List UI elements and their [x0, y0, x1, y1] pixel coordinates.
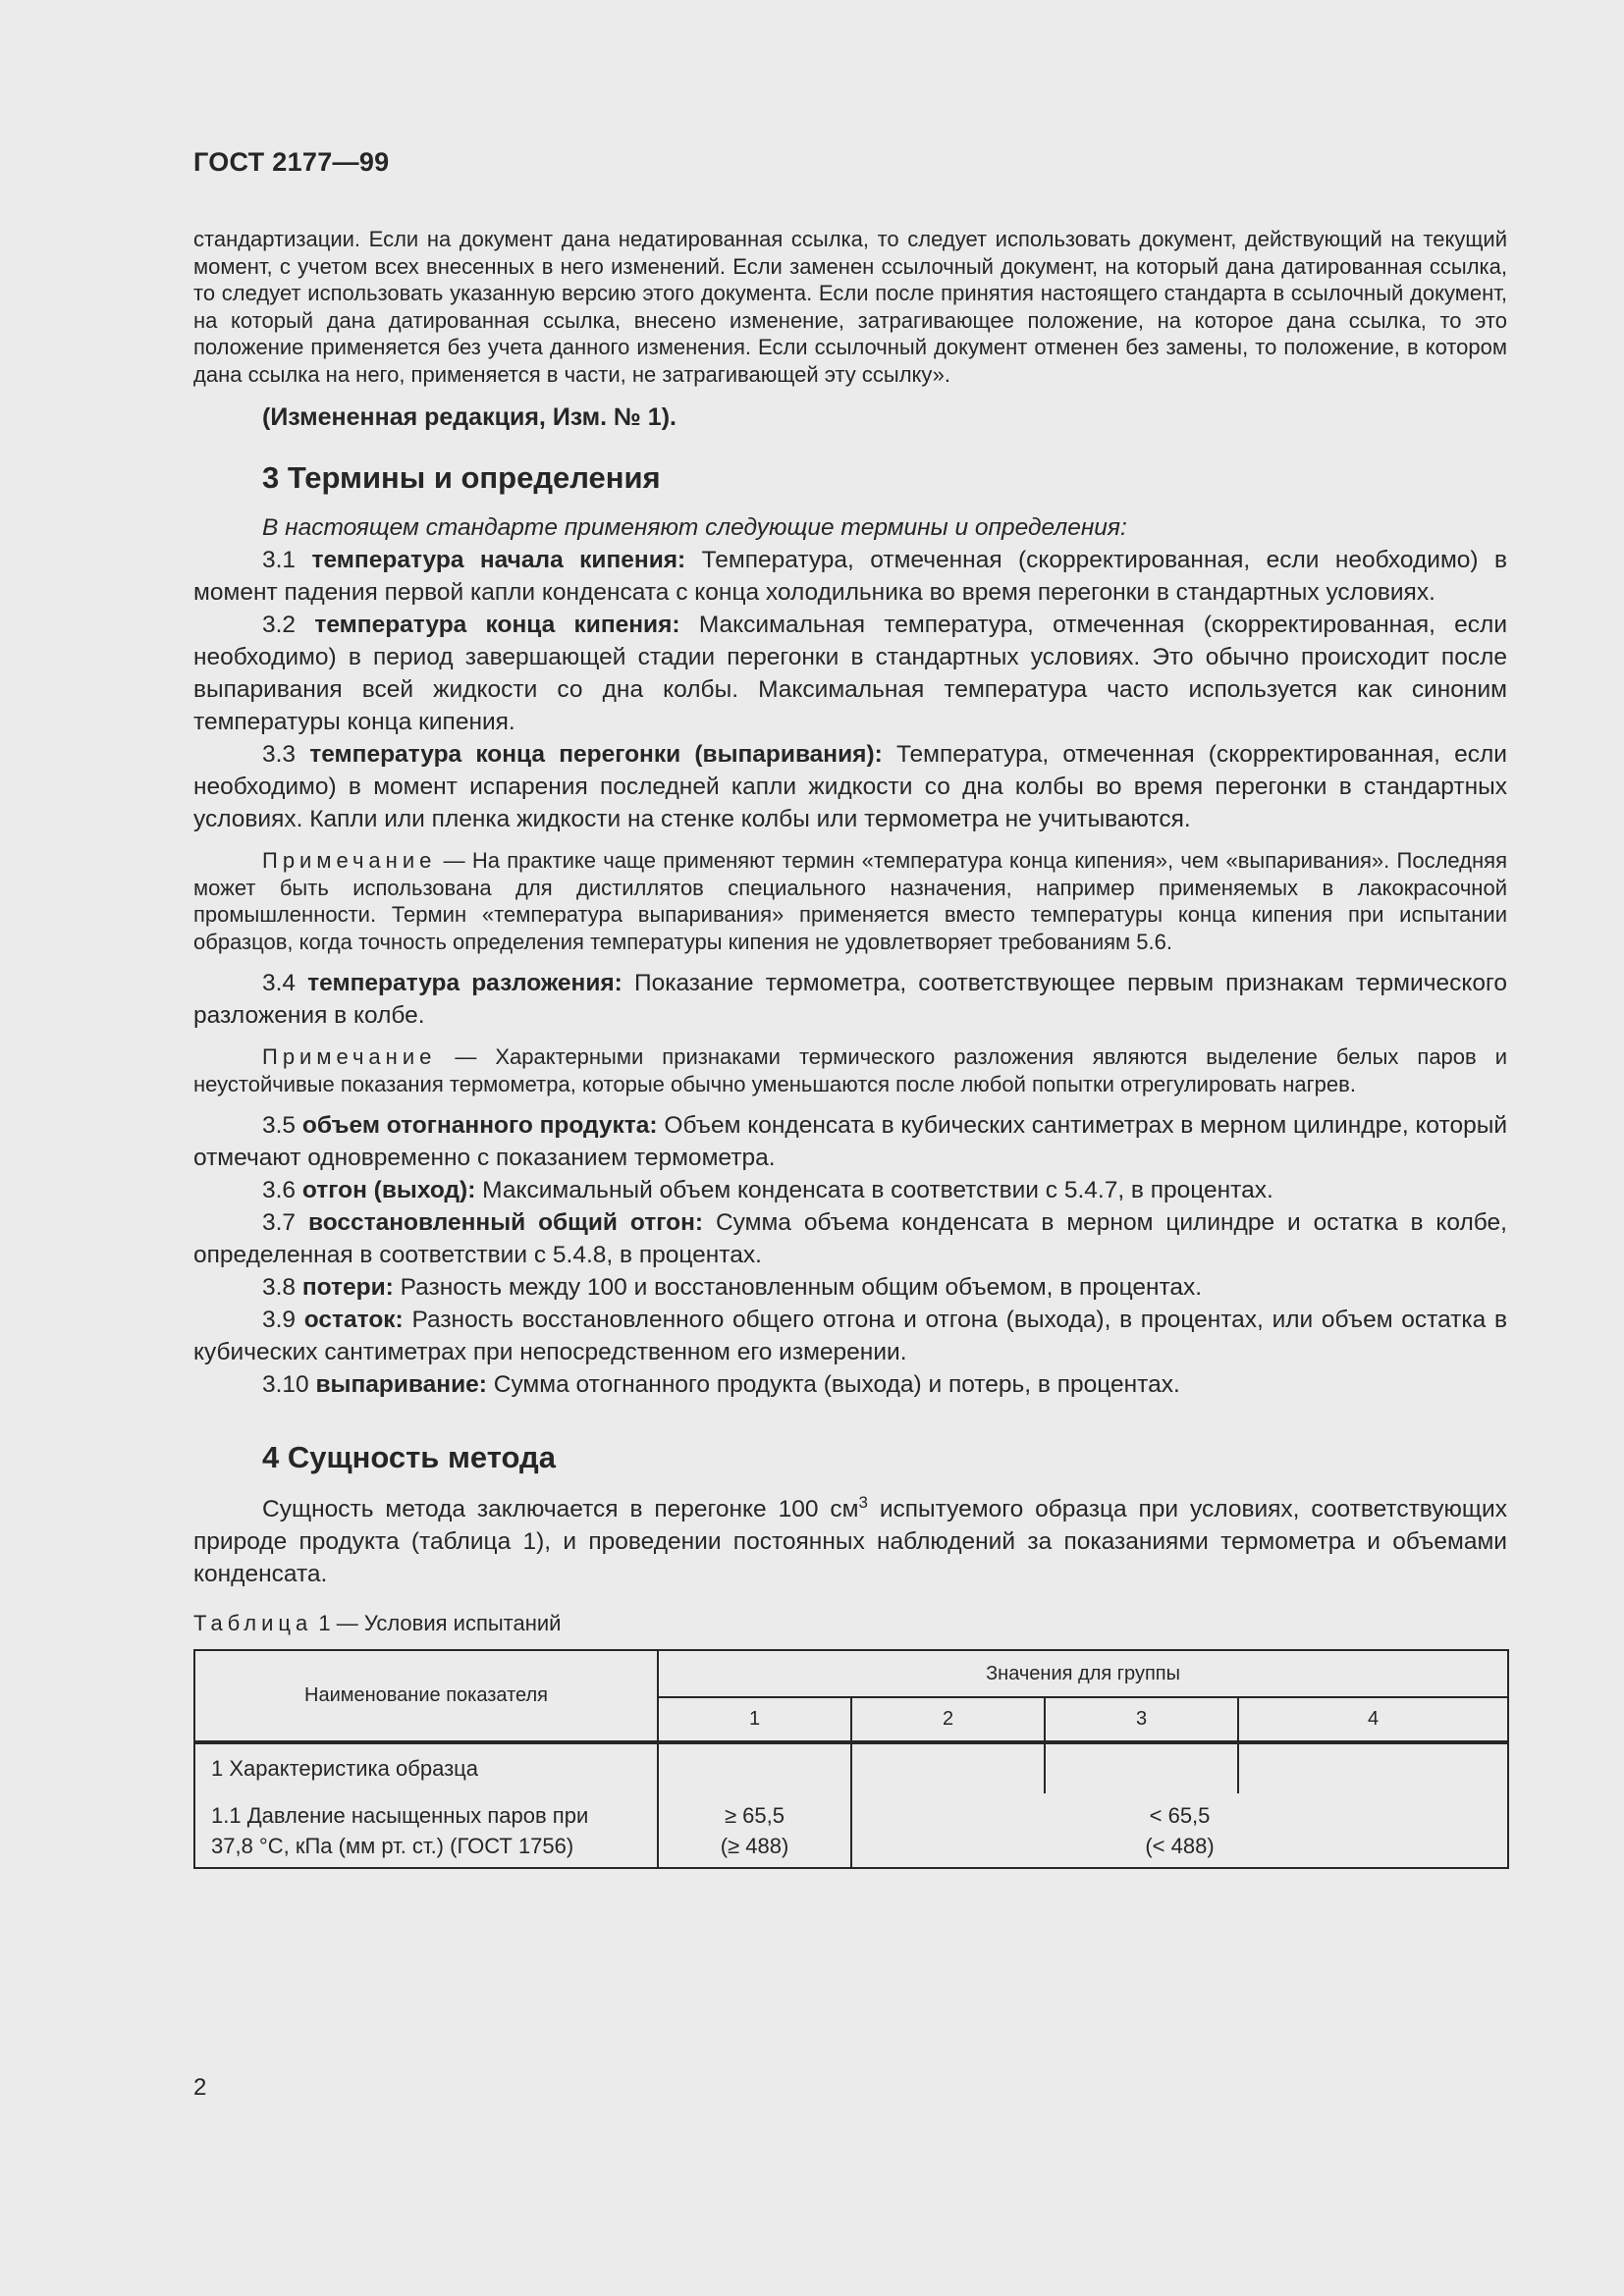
term-name: температура конца перегонки (выпаривания): [309, 741, 883, 768]
term-definition: Объем конденсата в кубических сантиметрах в мерном цилиндре, который отмечают одновременно с показанием термометра. [193, 1112, 1508, 1171]
table-cell-value: < 65,5 [1149, 1802, 1211, 1828]
document-header: ГОСТ 2177—99 [193, 147, 390, 177]
table-caption-text: 1 — Условия испытаний [312, 1611, 562, 1635]
table-row-label-line: 1.1 Давление насыщенных паров при [211, 1802, 589, 1828]
table-cell-empty [1045, 1742, 1238, 1793]
term-name: выпаривание: [315, 1371, 487, 1398]
term-3-7 [193, 1206, 1507, 1271]
table-header-group-values: Значения для группы [658, 1650, 1508, 1697]
table-header-group-3: 3 [1045, 1697, 1238, 1742]
note-2 [193, 1043, 1507, 1097]
term-number: 3.5 [262, 1112, 297, 1139]
term-number: 3.1 [262, 547, 297, 573]
term-3-8 [193, 1271, 1507, 1304]
superscript: 3 [858, 1492, 868, 1512]
section-4-paragraph [193, 1493, 1507, 1590]
term-number: 3.9 [262, 1307, 297, 1333]
term-3-5 [193, 1109, 1507, 1174]
table-row-label [194, 1793, 658, 1868]
continuation-paragraph: стандартизации. Если на документ дана недатированная ссылка, то следует использовать документ, действующий на текущий момент, с учетом всех внесенных в него изменений. Если заменен ссылочный документ, на который дана датированная ссылка, то следует использовать указанную версию этого документа. Если после принятия настоящего стандарта в ссылочный документ, на который дана датированная ссылка, внесено изменение, затрагивающее положение, на которое дана ссылка, то это положение применяется без учета данного изменения. Если ссылочный документ отменен без замены, то положение, в котором дана ссылка на него, применяется в части, не затрагивающей эту ссылку». [193, 227, 1507, 387]
table-caption-label: Таблица [193, 1611, 313, 1635]
note-text: — На практике чаще применяют термин «температура конца кипения», чем «выпаривания». Последняя может быть использована для дистиллятов специального назначения, например применяемых в лакокрасочной промышленности. Термин «температура выпаривания» применяется вместо температуры конца кипения при испытании образцов, когда точность определения температуры кипения не удовлетворяет требованиям 5.6. [193, 848, 1507, 954]
table-cell-value: ≥ 65,5 [724, 1802, 785, 1828]
table-header-group-4: 4 [1238, 1697, 1508, 1742]
table-row-label: 1 Характеристика образца [194, 1742, 658, 1793]
page-number: 2 [193, 2074, 207, 2101]
table-cell-group-2-4 [851, 1793, 1508, 1868]
term-number: 3.10 [262, 1371, 309, 1398]
term-3-9 [193, 1304, 1507, 1368]
term-number: 3.8 [262, 1274, 297, 1301]
section-3-heading: 3 Термины и определения [262, 460, 661, 495]
term-name: потери: [301, 1274, 394, 1301]
conditions-table [193, 1649, 1509, 1869]
section-4-text: Сущность метода заключается в перегонке 100 см [262, 1496, 859, 1522]
term-definition: Разность восстановленного общего отгона и отгона (выхода), в процентах, или объем остатка в кубических сантиметрах при непосредственном его измерении. [193, 1307, 1507, 1365]
section-3-intro: В настоящем стандарте применяют следующие термины и определения: [262, 514, 1127, 541]
page-content [193, 226, 1507, 1869]
term-definition: Разность между 100 и восстановленным общим объемом, в процентах. [400, 1274, 1203, 1301]
term-number: 3.4 [262, 970, 297, 996]
term-name: отгон (выход): [301, 1177, 476, 1203]
term-definition: Сумма объема конденсата в мерном цилиндре и остатка в колбе, определенная в соответствии с 5.4.8, в процентах. [193, 1209, 1507, 1268]
section-4-text-cont: испытуемого образца при условиях, соответствующих природе продукта (таблица 1), и проведении постоянных наблюдений за показаниями термометра и объемами конденсата. [193, 1496, 1507, 1587]
table-header-indicator: Наименование показателя [194, 1650, 658, 1742]
term-number: 3.6 [262, 1177, 297, 1203]
term-number: 3.2 [262, 612, 297, 638]
table-cell-value: (< 488) [1145, 1833, 1215, 1858]
term-3-3 [193, 738, 1507, 835]
note-text: — Характерными признаками термического разложения являются выделение белых паров и неустойчивые показания термометра, которые обычно уменьшаются после любой попытки отрегулировать нагрев. [193, 1044, 1507, 1096]
table-cell-empty [658, 1742, 851, 1793]
term-definition: Температура, отмеченная (скорректированная, если необходимо) в момент падения первой капли конденсата с конца холодильника во время перегонки в стандартных условиях. [193, 547, 1508, 606]
note-label: Примечание [262, 1044, 437, 1069]
term-name: остаток: [303, 1307, 404, 1333]
term-3-4 [193, 967, 1507, 1032]
table-cell-empty [1238, 1742, 1508, 1793]
term-definition: Температура, отмеченная (скорректированная, если необходимо) в момент испарения последней капли жидкости со дна колбы во время перегонки в стандартных условиях. Капли или пленка жидкости на стенке колбы или термометра не учитываются. [193, 741, 1507, 832]
term-name: температура конца кипения: [314, 612, 680, 638]
table-cell-empty [851, 1742, 1045, 1793]
table-header-group-1: 1 [658, 1697, 851, 1742]
term-definition: Максимальная температура, отмеченная (скорректированная, если необходимо) в период завершающей стадии перегонки в стандартных условиях. Это обычно происходит после выпаривания всей жидкости со дна колбы. Максимальная температура часто используется как синоним температуры конца кипения. [193, 612, 1508, 735]
term-3-1 [193, 544, 1507, 609]
table-header-group-2: 2 [851, 1697, 1045, 1742]
term-name: объем отогнанного продукта: [301, 1112, 658, 1139]
term-name: температура разложения: [307, 970, 623, 996]
term-definition: Сумма отогнанного продукта (выхода) и потерь, в процентах. [493, 1371, 1180, 1398]
term-name: восстановленный общий отгон: [307, 1209, 704, 1236]
table-cell-group-1 [658, 1793, 851, 1868]
term-definition: Показание термометра, соответствующее первым признакам термического разложения в колбе. [193, 970, 1507, 1029]
note-1 [193, 847, 1507, 955]
section-4-heading: 4 Сущность метода [262, 1440, 556, 1474]
amendment-note: (Измененная редакция, Изм. № 1). [262, 403, 677, 431]
note-label: Примечание [262, 848, 437, 873]
term-name: температура начала кипения: [311, 547, 686, 573]
term-3-2 [193, 609, 1507, 738]
table-cell-value: (≥ 488) [720, 1833, 789, 1858]
term-number: 3.3 [262, 741, 297, 768]
term-number: 3.7 [262, 1209, 297, 1236]
table-row-label-line: 37,8 °С, кПа (мм рт. ст.) (ГОСТ 1756) [211, 1833, 574, 1858]
term-definition: Максимальный объем конденсата в соответствии с 5.4.7, в процентах. [482, 1177, 1273, 1203]
table-caption [193, 1610, 1507, 1637]
term-3-10 [193, 1368, 1507, 1401]
term-3-6 [193, 1174, 1507, 1206]
